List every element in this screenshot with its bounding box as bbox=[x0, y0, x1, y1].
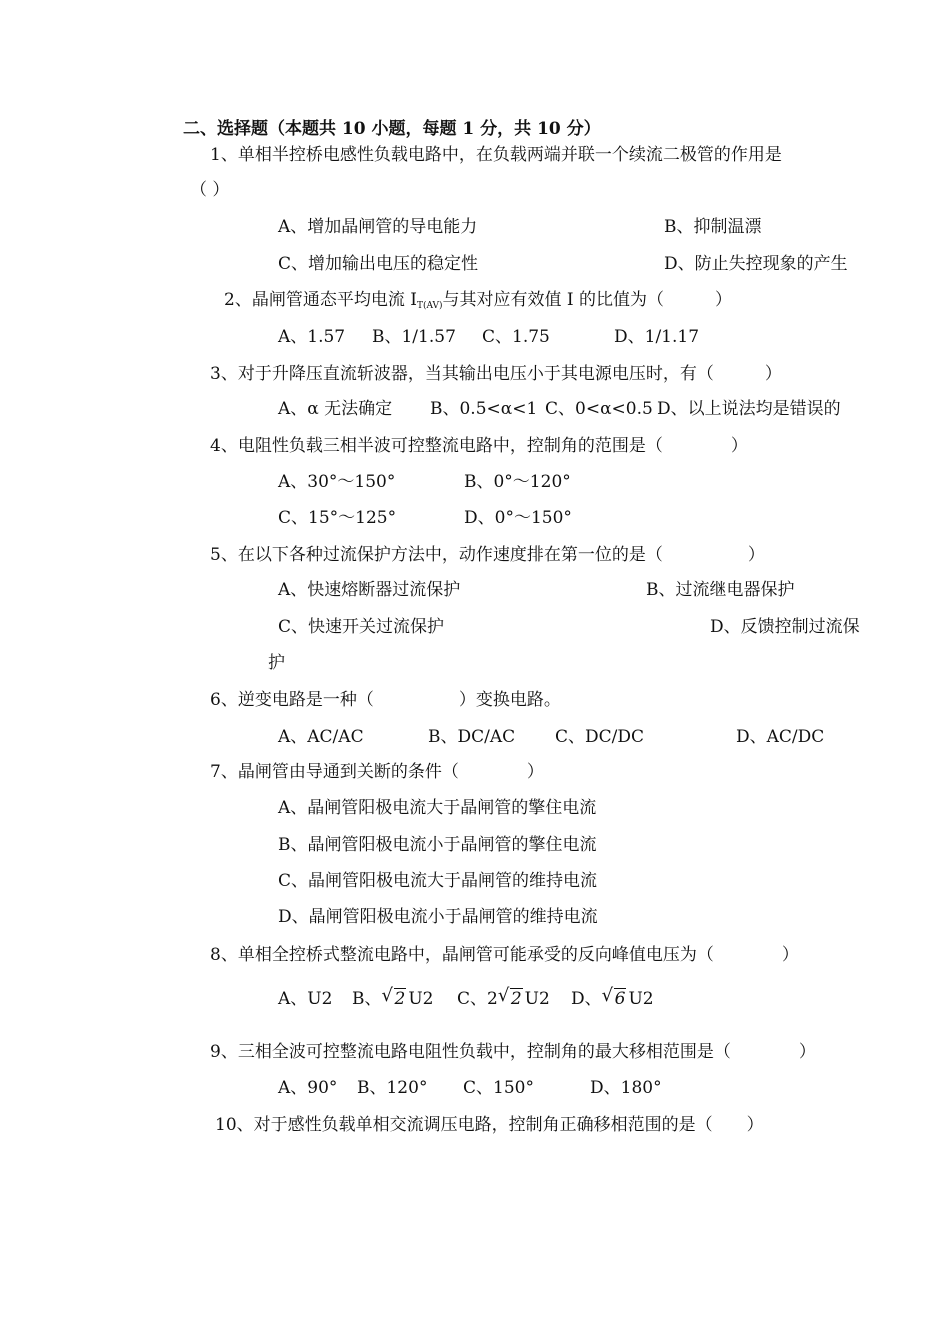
question-3-option-b: B、0.5<α<1 bbox=[430, 399, 538, 419]
question-7-option-c: C、晶闸管阳极电流大于晶闸管的维持电流 bbox=[278, 871, 598, 891]
question-2-option-c: C、1.75 bbox=[482, 327, 550, 347]
question-9-stem: 9、三相全波可控整流电路电阻性负载中，控制角的最大移相范围是（ ） bbox=[210, 1042, 816, 1062]
sqrt-icon: √ 6 bbox=[601, 985, 626, 1009]
question-7-option-a: A、晶闸管阳极电流大于晶闸管的擎住电流 bbox=[278, 798, 597, 818]
question-8-option-d-suffix: U2 bbox=[628, 989, 654, 1009]
question-2-stem-subscript: T(AV) bbox=[416, 301, 443, 311]
question-1-option-b: B、抑制温漂 bbox=[664, 217, 762, 237]
question-8-option-d-prefix: D、 bbox=[571, 989, 602, 1009]
sqrt-icon: √ 2 bbox=[381, 985, 406, 1009]
question-3-option-c: C、0<α<0.5 bbox=[545, 399, 653, 419]
question-4-option-c: C、15°～125° bbox=[278, 508, 397, 528]
question-6-option-d: D、AC/DC bbox=[736, 727, 825, 747]
question-8-option-b-prefix: B、 bbox=[352, 989, 382, 1009]
question-2-option-b: B、1/1.57 bbox=[372, 327, 456, 347]
question-8-option-d-radicand: 6 bbox=[614, 989, 626, 1009]
question-9-option-c: C、150° bbox=[463, 1078, 534, 1098]
sqrt-icon: √ 2 bbox=[497, 985, 522, 1009]
question-2-option-a: A、1.57 bbox=[278, 327, 346, 347]
question-2-stem-post: 与其对应有效值 I 的比值为（ ） bbox=[442, 290, 733, 310]
question-1-option-d: D、防止失控现象的产生 bbox=[664, 254, 848, 274]
question-5-option-d: D、反馈控制过流保 bbox=[710, 617, 860, 637]
question-7-stem: 7、晶闸管由导通到关断的条件（ ） bbox=[210, 762, 544, 782]
question-1-stem: 1、单相半控桥电感性负载电路中，在负载两端并联一个续流二极管的作用是 bbox=[210, 145, 782, 165]
question-8-option-c-suffix: U2 bbox=[524, 989, 550, 1009]
question-8-option-b bbox=[352, 985, 434, 1009]
question-8-option-b-suffix: U2 bbox=[408, 989, 434, 1009]
question-9-option-a: A、90° bbox=[278, 1078, 338, 1098]
question-8-option-c-radicand: 2 bbox=[510, 989, 522, 1009]
question-5-option-a: A、快速熔断器过流保护 bbox=[278, 580, 461, 600]
question-3-option-a: A、α 无法确定 bbox=[278, 399, 393, 419]
question-6-option-c: C、DC/DC bbox=[555, 727, 645, 747]
question-4-option-b: B、0°～120° bbox=[464, 472, 571, 492]
question-3-stem: 3、对于升降压直流斩波器，当其输出电压小于其电源电压时，有（ ） bbox=[210, 364, 782, 384]
question-4-option-a: A、30°～150° bbox=[278, 472, 396, 492]
question-8-option-c bbox=[457, 985, 550, 1009]
question-8-option-c-prefix: C、2 bbox=[457, 989, 498, 1009]
question-2-option-d: D、1/1.17 bbox=[614, 327, 700, 347]
question-8-option-a: A、U2 bbox=[278, 989, 333, 1009]
question-5-stem: 5、在以下各种过流保护方法中，动作速度排在第一位的是（ ） bbox=[210, 545, 765, 565]
question-5-option-d-continued: 护 bbox=[268, 653, 285, 673]
question-1-option-c: C、增加输出电压的稳定性 bbox=[278, 254, 479, 274]
question-8-option-d bbox=[571, 985, 654, 1009]
question-8-option-b-radicand: 2 bbox=[394, 989, 406, 1009]
question-3-option-d: D、以上说法均是错误的 bbox=[657, 399, 841, 419]
question-5-option-c: C、快速开关过流保护 bbox=[278, 617, 445, 637]
question-2-stem-pre: 2、晶闸管通态平均电流 I bbox=[224, 290, 417, 310]
question-10-stem: 10、对于感性负载单相交流调压电路，控制角正确移相范围的是（ ） bbox=[215, 1115, 764, 1135]
question-6-stem: 6、逆变电路是一种（ ）变换电路。 bbox=[210, 690, 561, 710]
question-8-stem: 8、单相全控桥式整流电路中，晶闸管可能承受的反向峰值电压为（ ） bbox=[210, 945, 799, 965]
question-2-stem bbox=[224, 292, 732, 311]
question-1-paren: （ ） bbox=[190, 180, 230, 200]
question-5-option-b: B、过流继电器保护 bbox=[646, 580, 795, 600]
question-4-stem: 4、电阻性负载三相半波可控整流电路中，控制角的范围是（ ） bbox=[210, 436, 748, 456]
question-7-option-d: D、晶闸管阳极电流小于晶闸管的维持电流 bbox=[278, 907, 598, 927]
question-6-option-b: B、DC/AC bbox=[428, 727, 516, 747]
question-1-option-a: A、增加晶闸管的导电能力 bbox=[278, 217, 478, 237]
question-9-option-d: D、180° bbox=[590, 1078, 662, 1098]
question-4-option-d: D、0°～150° bbox=[464, 508, 572, 528]
section-title: 二、选择题（本题共 10 小题，每题 1 分，共 10 分） bbox=[183, 119, 601, 139]
question-6-option-a: A、AC/AC bbox=[278, 727, 364, 747]
question-9-option-b: B、120° bbox=[357, 1078, 428, 1098]
question-7-option-b: B、晶闸管阳极电流小于晶闸管的擎住电流 bbox=[278, 835, 597, 855]
